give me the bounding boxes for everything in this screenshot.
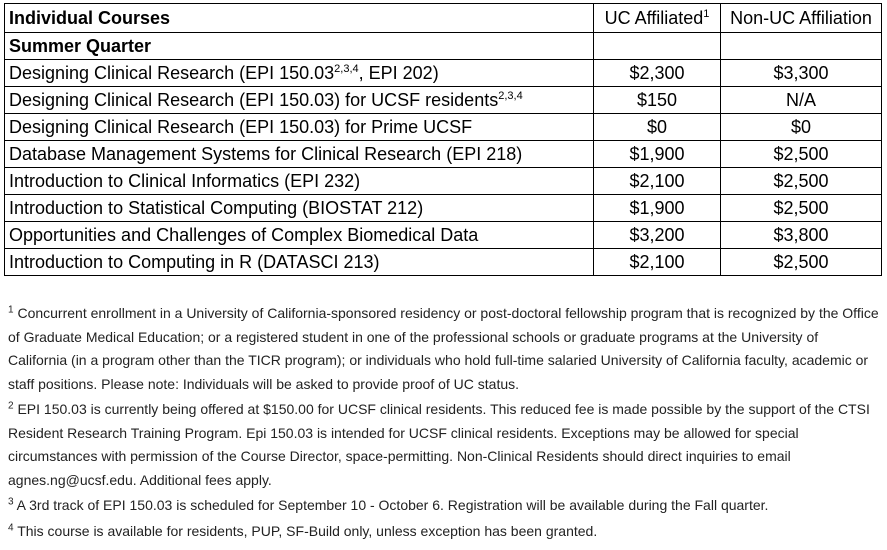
table-row <box>5 249 882 276</box>
footnotes <box>8 302 880 545</box>
non-uc-affiliation-header: Non-UC Affiliation <box>721 4 882 33</box>
individual-courses-header: Individual Courses <box>5 4 594 33</box>
empty-cell <box>721 33 882 60</box>
footnote-text: EPI 150.03 is currently being offered at $150.00 for UCSF clinical residents. This reduced fee is made possible by the support of the CTSI Resident Research Training Program. Epi 150.03 is intended for UCSF clinical residents. Exceptions may be allowed for special circumstances with permission of the Course Director, space-permitting. Non-Clinical Residents should direct inquiries to email agnes.ng@ucsf.edu. Additional fees apply. <box>8 401 870 488</box>
course-name-cell <box>5 87 594 114</box>
course-name: Designing Clinical Research (EPI 150.03) for Prime UCSF <box>9 116 473 137</box>
course-name-cell <box>5 60 594 87</box>
course-name-cell <box>5 195 594 222</box>
course-name-suffix: , EPI 202) <box>358 62 439 83</box>
non-uc-fee-cell: $3,300 <box>721 60 882 87</box>
uc-affiliated-footnote-mark: 1 <box>703 7 710 20</box>
section-row <box>5 33 882 60</box>
course-name: Introduction to Computing in R (DATASCI 213) <box>9 251 380 272</box>
uc-fee-cell: $2,100 <box>594 249 721 276</box>
footnote-number: 4 <box>8 521 14 533</box>
uc-affiliated-header: UC Affiliated$^1$ <box>594 4 721 33</box>
footnote-text: A 3rd track of EPI 150.03 is scheduled for September 10 - October 6. Registration will be available during the Fall quarter. <box>13 497 769 513</box>
uc-fee-cell: $1,900 <box>594 141 721 168</box>
course-name-cell <box>5 114 594 141</box>
course-name: Designing Clinical Research (EPI 150.03 <box>9 62 335 83</box>
footnote-text: This course is available for residents, PUP, SF-Build only, unless exception has been granted. <box>13 522 598 539</box>
uc-fee-cell: $2,100 <box>594 168 721 195</box>
uc-fee-cell: $0 <box>594 114 721 141</box>
table-row <box>5 114 882 141</box>
fees-table <box>4 3 882 276</box>
table-header-row <box>5 4 882 33</box>
footnote-4 <box>8 520 880 544</box>
footnote-3 <box>8 494 880 518</box>
course-name: Introduction to Statistical Computing (BIOSTAT 212) <box>9 197 424 218</box>
non-uc-fee-cell: $3,800 <box>721 222 882 249</box>
non-uc-fee-cell: $2,500 <box>721 195 882 222</box>
footnote-number: 1 <box>8 304 14 316</box>
empty-cell <box>594 33 721 60</box>
footnote-text: Concurrent enrollment in a University of California-sponsored residency or post-doctoral fellowship program that is recognized by the Office of Graduate Medical Education; or a registered student in one of the professional schools or graduate programs at the University of California (in a program other than the TICR program); or individuals who hold full-time salaried University of California faculty, academic or staff positions. Please note: Individuals will be asked to provide proof of UC status. <box>8 305 879 392</box>
course-name-cell <box>5 141 594 168</box>
footnote-mark: 2,3,4 <box>498 89 523 102</box>
uc-fee-cell: $150 <box>594 87 721 114</box>
footnote-number: 3 <box>8 496 14 508</box>
table-row <box>5 168 882 195</box>
non-uc-fee-cell: N/A <box>721 87 882 114</box>
course-name: Database Management Systems for Clinical Research (EPI 218) <box>9 143 523 164</box>
non-uc-fee-cell: $2,500 <box>721 168 882 195</box>
non-uc-fee-cell: $0 <box>721 114 882 141</box>
course-name-cell <box>5 249 594 276</box>
uc-fee-cell: $2,300 <box>594 60 721 87</box>
footnote-1 <box>8 302 880 396</box>
course-name-cell <box>5 222 594 249</box>
uc-fee-cell: $3,200 <box>594 222 721 249</box>
course-name-cell <box>5 168 594 195</box>
table-row <box>5 195 882 222</box>
footnote-2 <box>8 398 880 492</box>
footnote-mark: 2,3,4 <box>334 62 359 75</box>
table-row <box>5 87 882 114</box>
non-uc-fee-cell: $2,500 <box>721 141 882 168</box>
course-name: Introduction to Clinical Informatics (EPI 232) <box>9 170 361 191</box>
course-name: Opportunities and Challenges of Complex Biomedical Data <box>9 224 479 245</box>
table-row <box>5 60 882 87</box>
uc-fee-cell: $1,900 <box>594 195 721 222</box>
non-uc-fee-cell: $2,500 <box>721 249 882 276</box>
summer-quarter-label: Summer Quarter <box>5 33 594 60</box>
course-name: Designing Clinical Research (EPI 150.03) for UCSF residents <box>9 89 499 110</box>
table-row <box>5 222 882 249</box>
footnote-number: 2 <box>8 400 14 412</box>
table-row <box>5 141 882 168</box>
